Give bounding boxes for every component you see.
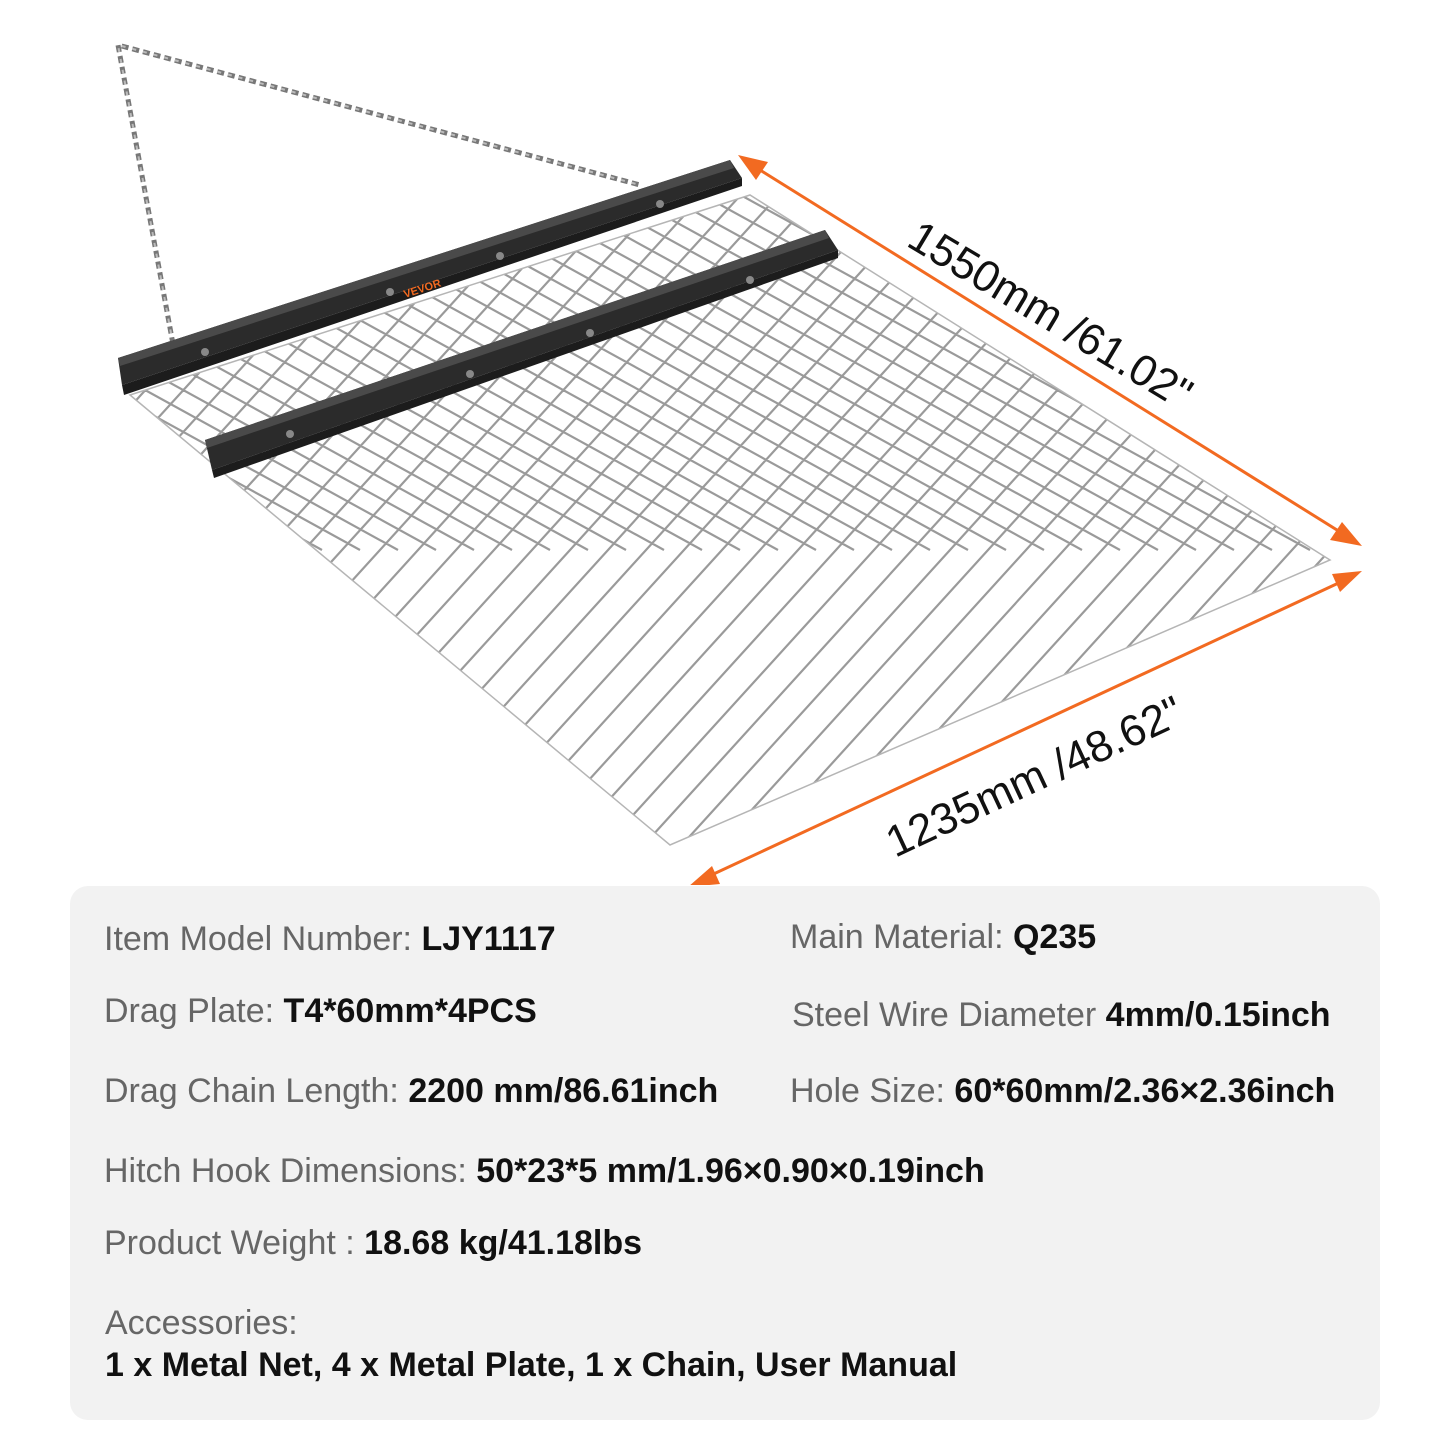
spec-hitch xyxy=(104,1152,985,1191)
spec-drag-plate-value: T4*60mm*4PCS xyxy=(283,992,537,1030)
spec-hole-value: 60*60mm/2.36×2.36inch xyxy=(954,1072,1336,1110)
spec-model-label: Item Model Number: xyxy=(104,920,412,958)
brand-logo: VEVOR xyxy=(402,277,443,301)
spec-chain xyxy=(104,1072,718,1111)
spec-weight-value: 18.68 kg/41.18lbs xyxy=(364,1224,643,1262)
accessories-label: Accessories: xyxy=(105,1304,298,1342)
spec-weight-label: Product Weight : xyxy=(104,1224,355,1262)
spec-hole-label: Hole Size: xyxy=(790,1072,945,1110)
spec-chain-value: 2200 mm/86.61inch xyxy=(408,1072,719,1110)
spec-material-label: Main Material: xyxy=(790,918,1004,956)
spec-weight xyxy=(104,1224,642,1263)
specs-panel xyxy=(70,886,1380,1420)
spec-material-value: Q235 xyxy=(1012,918,1097,956)
spec-hitch-label: Hitch Hook Dimensions: xyxy=(104,1152,467,1190)
spec-wire-value: 4mm/0.15inch xyxy=(1105,996,1331,1034)
length-dimension-label: 1550mm /61.02" xyxy=(899,211,1201,420)
spec-hole xyxy=(790,1072,1335,1111)
spec-hitch-value: 50*23*5 mm/1.96×0.90×0.19inch xyxy=(476,1152,985,1190)
spec-model xyxy=(104,920,556,959)
spec-model-value: LJY1117 xyxy=(421,920,556,958)
spec-chain-label: Drag Chain Length: xyxy=(104,1072,399,1110)
rear-drag-plate xyxy=(205,230,838,478)
accessories-value: 1 x Metal Net, 4 x Metal Plate, 1 x Chain, User Manual xyxy=(105,1346,958,1384)
spec-drag-plate-label: Drag Plate: xyxy=(104,992,275,1030)
spec-wire xyxy=(792,996,1331,1035)
spec-drag-plate xyxy=(104,992,537,1031)
width-dimension-label: 1235mm /48.62" xyxy=(878,686,1191,868)
spec-wire-label: Steel Wire Diameter xyxy=(792,996,1097,1034)
spec-material xyxy=(790,918,1096,957)
